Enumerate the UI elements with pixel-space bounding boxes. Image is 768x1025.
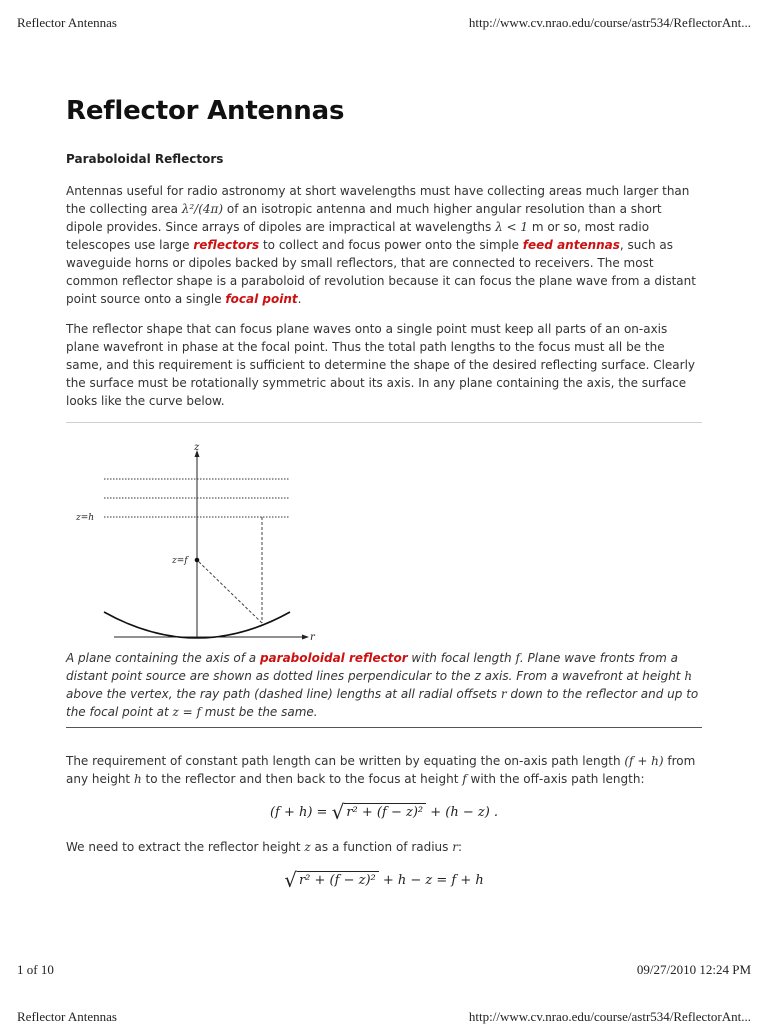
math-r: r [500, 687, 507, 701]
paragraph-extract-height [66, 838, 702, 856]
focal-label: z=f [172, 556, 188, 566]
text: must be the same. [200, 705, 318, 719]
sqrt-sign: √ [331, 800, 345, 824]
paragraph-shape: The reflector shape that can focus plane waves onto a single point must keep all parts of an on-axis plane wavefront in phase at the focal point. Thus the total path lengths to the focus must all be the same, and this requirement is sufficient to determine the shape of the desired reflecting surface. Clearly the surface must be rotationally symmetric about its axis. In any plane containing the axis, the surface looks like the curve below. [66, 322, 696, 408]
text: above the vertex, the ray path (dashed line) lengths at all radial offsets [66, 687, 501, 701]
link-paraboloidal-reflector[interactable]: paraboloidal reflector [259, 651, 408, 665]
focal-point-marker [195, 558, 200, 563]
sqrt-sign: √ [284, 868, 297, 892]
ray-path-to-focus [198, 561, 262, 623]
section-title: Paraboloidal Reflectors [66, 152, 224, 166]
page-counter: 1 of 10 [17, 962, 54, 977]
equation-height [66, 868, 702, 892]
math-z-eq-f: z = f [172, 705, 201, 719]
print-header-next-page [17, 1009, 751, 1025]
print-header [17, 15, 751, 31]
article [66, 96, 702, 906]
math-f: f [462, 772, 467, 786]
text: with focal length [407, 651, 516, 665]
math-r: r [452, 840, 458, 854]
math-h: h [133, 772, 142, 786]
page-title: Reflector Antennas [66, 96, 345, 126]
r-axis-label: r [310, 632, 315, 643]
text: with the off-axis path length: [466, 772, 645, 786]
text: , such as waveguide horns or dipoles backed by small reflectors, that are connected to receivers. The most common reflector shape is a paraboloid of revolution because it can focus the plane wave from a distant point source onto a single [66, 238, 696, 306]
math-h: h [684, 669, 693, 683]
print-footer [17, 962, 751, 978]
math-f-plus-h: (f + h) [624, 754, 664, 768]
paraboloid-figure [66, 423, 702, 649]
eq-radicand: r² + (f − z)² [344, 803, 426, 820]
text: Antennas useful for radio astronomy at short wavelengths must have collecting areas much larger than the collecting area [66, 184, 690, 216]
text: as a function of radius [310, 840, 453, 854]
z-axis-label: z [194, 442, 200, 453]
text: . [297, 292, 302, 306]
link-focal-point[interactable]: focal point [225, 292, 298, 306]
math-f: f [515, 651, 520, 665]
math-wavelength: λ < 1 [495, 220, 529, 234]
figure-caption [66, 649, 702, 727]
eq-rest: + (h − z) . [426, 805, 499, 820]
height-label: z=h [76, 513, 95, 523]
header-title: Reflector Antennas [17, 1009, 117, 1024]
text: : [457, 840, 463, 854]
eq-rest: + h − z = f + h [378, 873, 484, 888]
math-collecting-area: λ²/(4π) [181, 202, 224, 216]
r-axis-arrow [302, 635, 309, 640]
text: down to the reflector and up to the focal point at [66, 687, 699, 719]
paragraph-intro [66, 182, 702, 308]
link-feed-antennas[interactable]: feed antennas [522, 238, 620, 252]
divider [66, 727, 702, 728]
header-url[interactable]: http://www.cv.nrao.edu/course/astr534/ReflectorAnt... [468, 1009, 751, 1024]
eq-lhs: (f + h) = [269, 805, 332, 820]
text: . Plane wave fronts from a distant point source are shown as dotted lines perpendicular to the z axis. From a wavefront at height [66, 651, 685, 683]
print-datetime: 09/27/2010 12:24 PM [636, 962, 751, 977]
paraboloid-diagram [66, 423, 702, 649]
text: The requirement of constant path length can be written by equating the on-axis path length [66, 754, 625, 768]
eq-radicand: r² + (f − z)² [297, 871, 379, 888]
header-title: Reflector Antennas [17, 15, 117, 30]
text: of an isotropic antenna and much higher angular resolution than a short dipole provides. Since arrays of dipoles are impractical at wavelengths [66, 202, 662, 234]
equation-path-length [66, 800, 702, 824]
math-z: z [304, 840, 311, 854]
text: from any height [66, 754, 696, 786]
link-reflectors[interactable]: reflectors [193, 238, 260, 252]
text: m or so, most radio telescopes use large [66, 220, 650, 252]
header-url[interactable]: http://www.cv.nrao.edu/course/astr534/ReflectorAnt... [468, 15, 751, 30]
text: We need to extract the reflector height [66, 840, 305, 854]
text: to collect and focus power onto the simple [259, 238, 523, 252]
text: A plane containing the axis of a [66, 651, 260, 665]
text: to the reflector and then back to the focus at height [141, 772, 463, 786]
paragraph-path-length [66, 752, 702, 788]
